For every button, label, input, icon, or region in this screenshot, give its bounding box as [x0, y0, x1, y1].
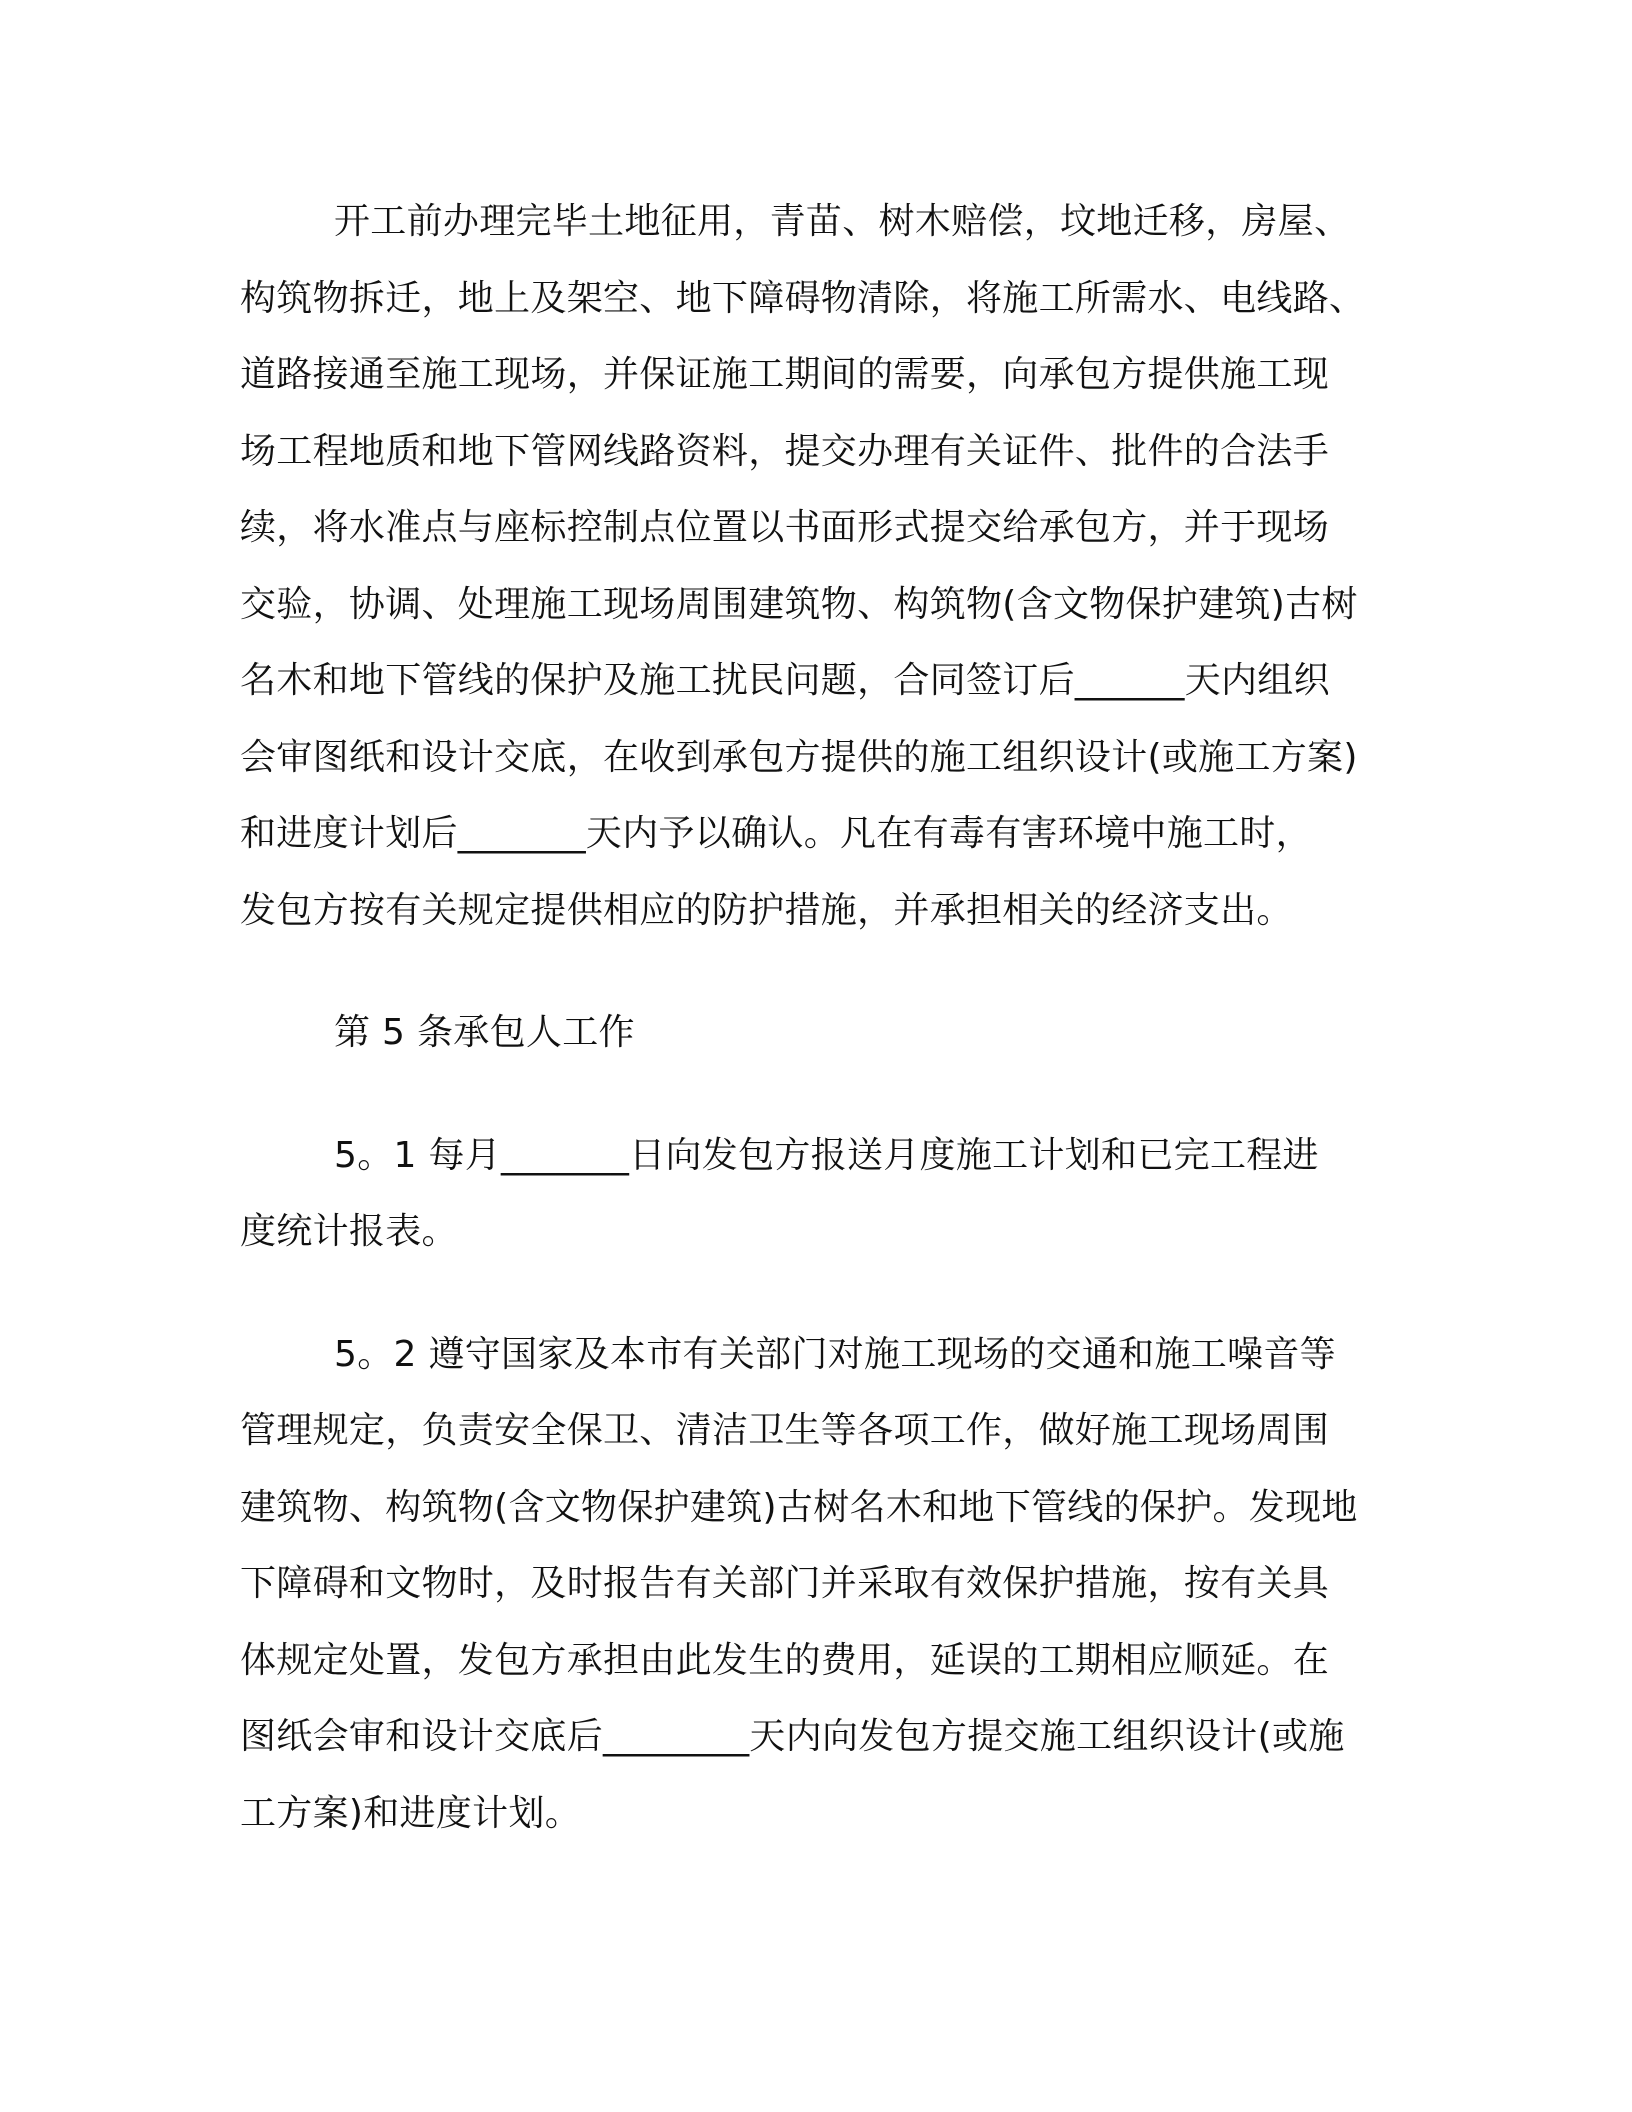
- paragraph-spacer: [240, 949, 1390, 995]
- paragraph-line: 交验，协调、处理施工现场周围建筑物、构筑物(含文物保护建筑)古树: [240, 583, 1358, 625]
- section-heading: 第 5 条承包人工作: [334, 1012, 635, 1053]
- paragraph-line: 管理规定，负责安全保卫、清洁卫生等各项工作，做好施工现场周围: [240, 1410, 1330, 1451]
- paragraph-spacer: [240, 1072, 1390, 1118]
- paragraph-line: 度统计报表。: [240, 1211, 458, 1252]
- paragraph-clause-5-1: [240, 1118, 1390, 1271]
- paragraph-line: 场工程地质和地下管网线路资料，提交办理有关证件、批件的合法手: [240, 430, 1330, 472]
- paragraph-line: 体规定处置，发包方承担由此发生的费用，延误的工期相应顺延。在: [240, 1639, 1330, 1681]
- paragraph-line: 5。1 每月_______日向发包方报送月度施工计划和已完工程进: [334, 1134, 1319, 1176]
- paragraph-line: 构筑物拆迁，地上及架空、地下障碍物清除，将施工所需水、电线路、: [240, 277, 1366, 319]
- paragraph-line: 会审图纸和设计交底，在收到承包方提供的施工组织设计(或施工方案): [240, 736, 1358, 778]
- paragraph-line: 续，将水准点与座标控制点位置以书面形式提交给承包方，并于现场: [240, 507, 1330, 548]
- paragraph-line: 5。2 遵守国家及本市有关部门对施工现场的交通和施工噪音等: [334, 1333, 1336, 1375]
- paragraph-site-preparation: [240, 184, 1390, 949]
- paragraph-line: 工方案)和进度计划。: [240, 1792, 582, 1834]
- paragraph-line: 和进度计划后_______天内予以确认。凡在有毒有害环境中施工时，: [240, 813, 1312, 854]
- paragraph-line: 下障碍和文物时，及时报告有关部门并采取有效保护措施，按有关具: [240, 1563, 1330, 1604]
- paragraph-line: 开工前办理完毕土地征用，青苗、树木赔偿，坟地迁移，房屋、: [334, 201, 1351, 242]
- paragraph-line: 建筑物、构筑物(含文物保护建筑)古树名木和地下管线的保护。发现地: [240, 1486, 1358, 1528]
- paragraph-spacer: [240, 1271, 1390, 1317]
- paragraph-line: 名木和地下管线的保护及施工扰民问题，合同签订后______天内组织: [240, 660, 1330, 701]
- document-body: [240, 184, 1390, 1852]
- paragraph-line: 图纸会审和设计交底后________天内向发包方提交施工组织设计(或施: [240, 1716, 1345, 1757]
- paragraph-line: 道路接通至施工现场，并保证施工期间的需要，向承包方提供施工现: [240, 354, 1330, 395]
- paragraph-line: 发包方按有关规定提供相应的防护措施，并承担相关的经济支出。: [240, 889, 1293, 931]
- paragraph-clause-5-2: [240, 1317, 1390, 1853]
